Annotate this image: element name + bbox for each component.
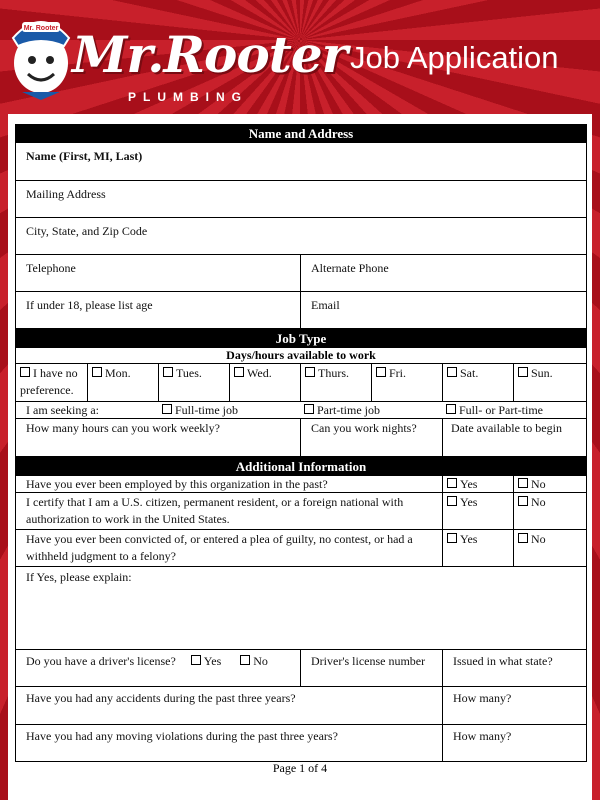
part-time-option[interactable]: Part-time job [300,402,442,418]
checkbox-icon[interactable] [447,496,457,506]
convicted-yes-option[interactable]: Yes [442,530,513,566]
friday-option[interactable]: Fri. [371,364,442,401]
checkbox-icon[interactable] [162,404,172,414]
page-title: Job Application [350,40,559,75]
sunday-option[interactable]: Sun. [513,364,586,401]
violations-count-field[interactable]: How many? [442,725,586,761]
license-row [16,650,586,687]
checkbox-icon[interactable] [240,655,250,665]
section-name-address: Name and Address [16,124,586,143]
city-row [16,218,586,255]
convicted-row [16,530,586,567]
accidents-row [16,687,586,725]
checkbox-icon[interactable] [20,367,30,377]
employed-row [16,476,586,493]
checkbox-icon[interactable] [518,533,528,543]
checkbox-icon[interactable] [191,655,201,665]
svg-text:Mr. Rooter: Mr. Rooter [23,25,59,32]
telephone-field[interactable]: Telephone [26,261,76,275]
employed-yes-option[interactable]: Yes [442,476,513,492]
application-form [8,114,592,800]
mascot-logo-icon [8,8,74,100]
seeking-row [16,402,586,419]
tuesday-option[interactable]: Tues. [158,364,229,401]
convicted-question: Have you ever been convicted of, or entered a plea of guilty, no contest, or had a withheld judgment to a felony? [26,532,413,563]
full-time-option[interactable]: Full-time job [158,402,300,418]
mailing-address-field[interactable]: Mailing Address [26,187,106,201]
days-available-heading: Days/hours available to work [16,348,586,364]
checkbox-icon[interactable] [376,367,386,377]
explain-row [16,567,586,650]
checkbox-icon[interactable] [518,496,528,506]
checkbox-icon[interactable] [305,367,315,377]
license-yes-option[interactable]: Yes [191,654,221,668]
full-or-part-time-option[interactable]: Full- or Part-time [442,402,586,418]
weekly-hours-field[interactable]: How many hours can you work weekly? [26,421,220,435]
page-header [0,0,600,110]
days-row [16,364,586,402]
brand-logo-subtext: PLUMBING [128,90,248,104]
checkbox-icon[interactable] [234,367,244,377]
certify-yes-option[interactable]: Yes [442,493,513,529]
nights-field[interactable]: Can you work nights? [300,419,442,456]
city-state-zip-field[interactable]: City, State, and Zip Code [26,224,148,238]
mailing-row [16,181,586,218]
checkbox-icon[interactable] [447,478,457,488]
name-row [16,143,586,181]
checkbox-icon[interactable] [92,367,102,377]
form-grid [15,124,587,762]
violations-row [16,725,586,762]
start-date-field[interactable]: Date available to begin [442,419,586,456]
page-number: Page 1 of 4 [272,761,328,775]
accidents-count-field[interactable]: How many? [442,687,586,724]
email-field[interactable]: Email [300,292,586,328]
accidents-question: Have you had any accidents during the past three years? [26,691,296,705]
explain-field[interactable]: If Yes, please explain: [26,570,132,584]
checkbox-icon[interactable] [163,367,173,377]
age-field[interactable]: If under 18, please list age [26,298,153,312]
section-additional-info: Additional Information [16,457,586,476]
license-number-field[interactable]: Driver's license number [300,650,442,686]
no-preference-option[interactable]: I have no preference. [20,366,78,397]
issued-state-field[interactable]: Issued in what state? [442,650,586,686]
monday-option[interactable]: Mon. [87,364,158,401]
convicted-no-option[interactable]: No [513,530,586,566]
section-job-type: Job Type [16,329,586,348]
seeking-label: I am seeking a: [26,403,99,417]
license-no-option[interactable]: No [240,654,268,668]
certify-question: I certify that I am a U.S. citizen, permanent resident, or a foreign national with authorization to work in the United States. [26,495,404,526]
phone-row [16,255,586,292]
saturday-option[interactable]: Sat. [442,364,513,401]
age-email-row [16,292,586,329]
certify-no-option[interactable]: No [513,493,586,529]
checkbox-icon[interactable] [446,404,456,414]
checkbox-icon[interactable] [518,478,528,488]
wednesday-option[interactable]: Wed. [229,364,300,401]
checkbox-icon[interactable] [447,367,457,377]
checkbox-icon[interactable] [304,404,314,414]
name-field[interactable]: Name (First, MI, Last) [26,149,143,163]
alternate-phone-field[interactable]: Alternate Phone [300,255,586,291]
employed-no-option[interactable]: No [513,476,586,492]
employed-question: Have you ever been employed by this organization in the past? [26,477,328,491]
brand-logo-text: Mr.Rooter [72,25,348,84]
license-question: Do you have a driver's license? Yes No [26,654,268,668]
thursday-option[interactable]: Thurs. [300,364,371,401]
hours-row [16,419,586,457]
violations-question: Have you had any moving violations during the past three years? [26,729,338,743]
certify-row [16,493,586,530]
checkbox-icon[interactable] [518,367,528,377]
checkbox-icon[interactable] [447,533,457,543]
